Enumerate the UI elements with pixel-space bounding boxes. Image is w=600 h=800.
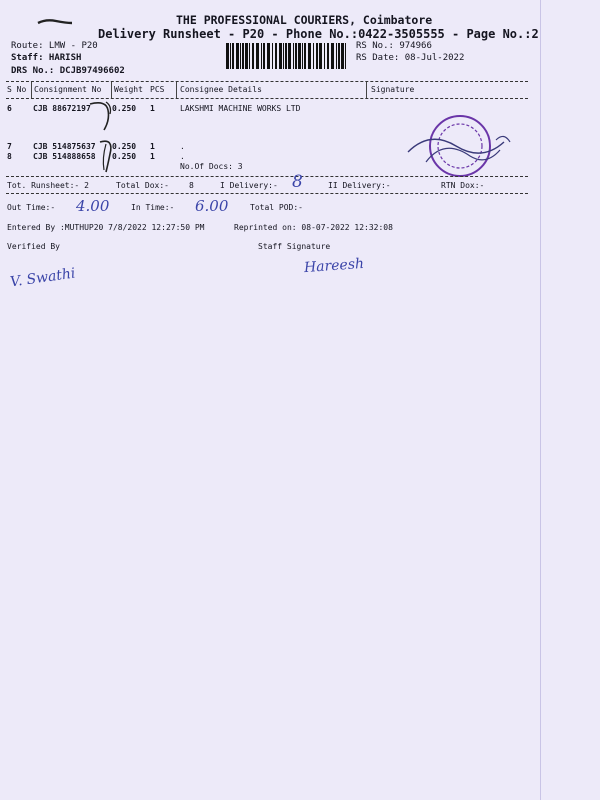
barcode-bar: [279, 43, 282, 69]
barcode-bar: [275, 43, 277, 69]
page-right-edge: [540, 0, 541, 800]
row-consignment: CJB 88672197: [33, 104, 91, 113]
rs-date: RS Date: 08-Jul-2022: [356, 53, 465, 63]
rtn-dox-label: RTN Dox:-: [441, 181, 485, 190]
barcode-bar: [338, 43, 340, 69]
barcode-bar: [283, 43, 284, 69]
col-sep-2: [111, 82, 112, 98]
barcode-bar: [252, 43, 254, 69]
runsheet-title: Delivery Runsheet - P20 - Phone No.:0422-3505555 - Page No.:2: [98, 27, 539, 41]
barcode-bar: [272, 43, 273, 69]
row-sno: 8: [7, 152, 12, 161]
barcode-bar: [232, 43, 234, 69]
verified-by-label: Verified By: [7, 242, 60, 251]
total-dox-label: Total Dox:-: [116, 181, 169, 190]
in-time-handwritten: 6.00: [195, 197, 229, 215]
barcode-bar: [304, 43, 306, 69]
row-pcs: 1: [150, 142, 155, 151]
barcode-bar: [256, 43, 259, 69]
barcode-bar: [293, 43, 294, 69]
col-sep-4: [366, 82, 367, 98]
barcode: [226, 43, 350, 69]
row-consignee: .: [180, 142, 185, 151]
row-sno: 6: [7, 104, 12, 113]
row-consignment: CJB 514888658: [33, 152, 96, 161]
row-pcs: 1: [150, 104, 155, 113]
barcode-bar: [327, 43, 329, 69]
barcode-bar: [285, 43, 287, 69]
in-time-label: In Time:-: [131, 203, 175, 212]
barcode-bar: [249, 43, 250, 69]
col-header-signature: Signature: [371, 85, 415, 94]
col-header-weight: Weight: [114, 85, 143, 94]
company-title: THE PROFESSIONAL COURIERS, Coimbatore: [176, 13, 433, 27]
row-sno: 7: [7, 142, 12, 151]
barcode-bar: [298, 43, 301, 69]
col-header-sno: S No: [7, 85, 27, 94]
out-time-handwritten: 4.00: [76, 197, 110, 215]
row-weight: 0.250: [112, 142, 137, 151]
barcode-bar: [226, 43, 229, 69]
route-label: Route: LMW - P20: [11, 41, 98, 51]
total-dox-value: 8: [189, 181, 194, 190]
tot-runsheet: Tot. Runsheet:- 2: [7, 181, 89, 190]
reprinted-on: Reprinted on: 08-07-2022 12:32:08: [234, 223, 393, 232]
barcode-bar: [316, 43, 318, 69]
staff-signature: Hareesh: [303, 255, 365, 277]
barcode-bar: [336, 43, 337, 69]
scan-mark-left: [36, 15, 76, 29]
barcode-bar: [324, 43, 325, 69]
barcode-bar: [295, 43, 297, 69]
col-header-consignee: Consignee Details: [180, 85, 262, 94]
row-pcs: 1: [150, 152, 155, 161]
col-sep-1: [31, 82, 32, 98]
i-delivery-handwritten: 8: [292, 172, 303, 192]
barcode-bar: [267, 43, 270, 69]
barcode-bar: [341, 43, 344, 69]
rs-number: RS No.: 974966: [356, 41, 432, 51]
barcode-bar: [308, 43, 311, 69]
col-header-pcs: PCS: [150, 85, 165, 94]
entered-by: Entered By :MUTHUP20 7/8/2022 12:27:50 PM: [7, 223, 205, 232]
barcode-bar: [245, 43, 248, 69]
staff-signature-label: Staff Signature: [258, 242, 331, 251]
handwritten-bracket-marks: [84, 98, 124, 176]
ii-delivery-label: II Delivery:-: [328, 181, 391, 190]
row-consignee: .: [180, 152, 185, 161]
barcode-bar: [313, 43, 314, 69]
barcode-bar: [331, 43, 334, 69]
barcode-bar: [242, 43, 244, 69]
col-header-consignment: Consignment No: [34, 85, 102, 94]
out-time-label: Out Time:-: [7, 203, 56, 212]
barcode-bar: [345, 43, 346, 69]
row-consignment: CJB 514875637: [33, 142, 96, 151]
drs-number: DRS No.: DCJB97496602: [11, 66, 125, 76]
delivery-stamp: [400, 112, 520, 182]
divider-top: [6, 81, 528, 82]
barcode-bar: [288, 43, 291, 69]
row-weight: 0.250: [112, 104, 137, 113]
divider-totals: [6, 176, 528, 177]
barcode-bar: [302, 43, 303, 69]
barcode-bar: [240, 43, 241, 69]
i-delivery-label: I Delivery:-: [220, 181, 278, 190]
barcode-bar: [261, 43, 262, 69]
verified-signature: V. Swathi: [9, 265, 77, 291]
no-of-docs: No.Of Docs: 3: [180, 162, 243, 171]
divider-totals-bottom: [6, 193, 528, 194]
barcode-bar: [263, 43, 265, 69]
barcode-graphic: [226, 43, 350, 69]
staff-label: Staff: HARISH: [11, 53, 82, 63]
row-weight: 0.250: [112, 152, 137, 161]
barcode-bar: [319, 43, 322, 69]
col-sep-3: [176, 82, 177, 98]
total-pod-label: Total POD:-: [250, 203, 303, 212]
barcode-bar: [236, 43, 239, 69]
row-consignee: LAKSHMI MACHINE WORKS LTD: [180, 104, 301, 113]
barcode-bar: [230, 43, 231, 69]
